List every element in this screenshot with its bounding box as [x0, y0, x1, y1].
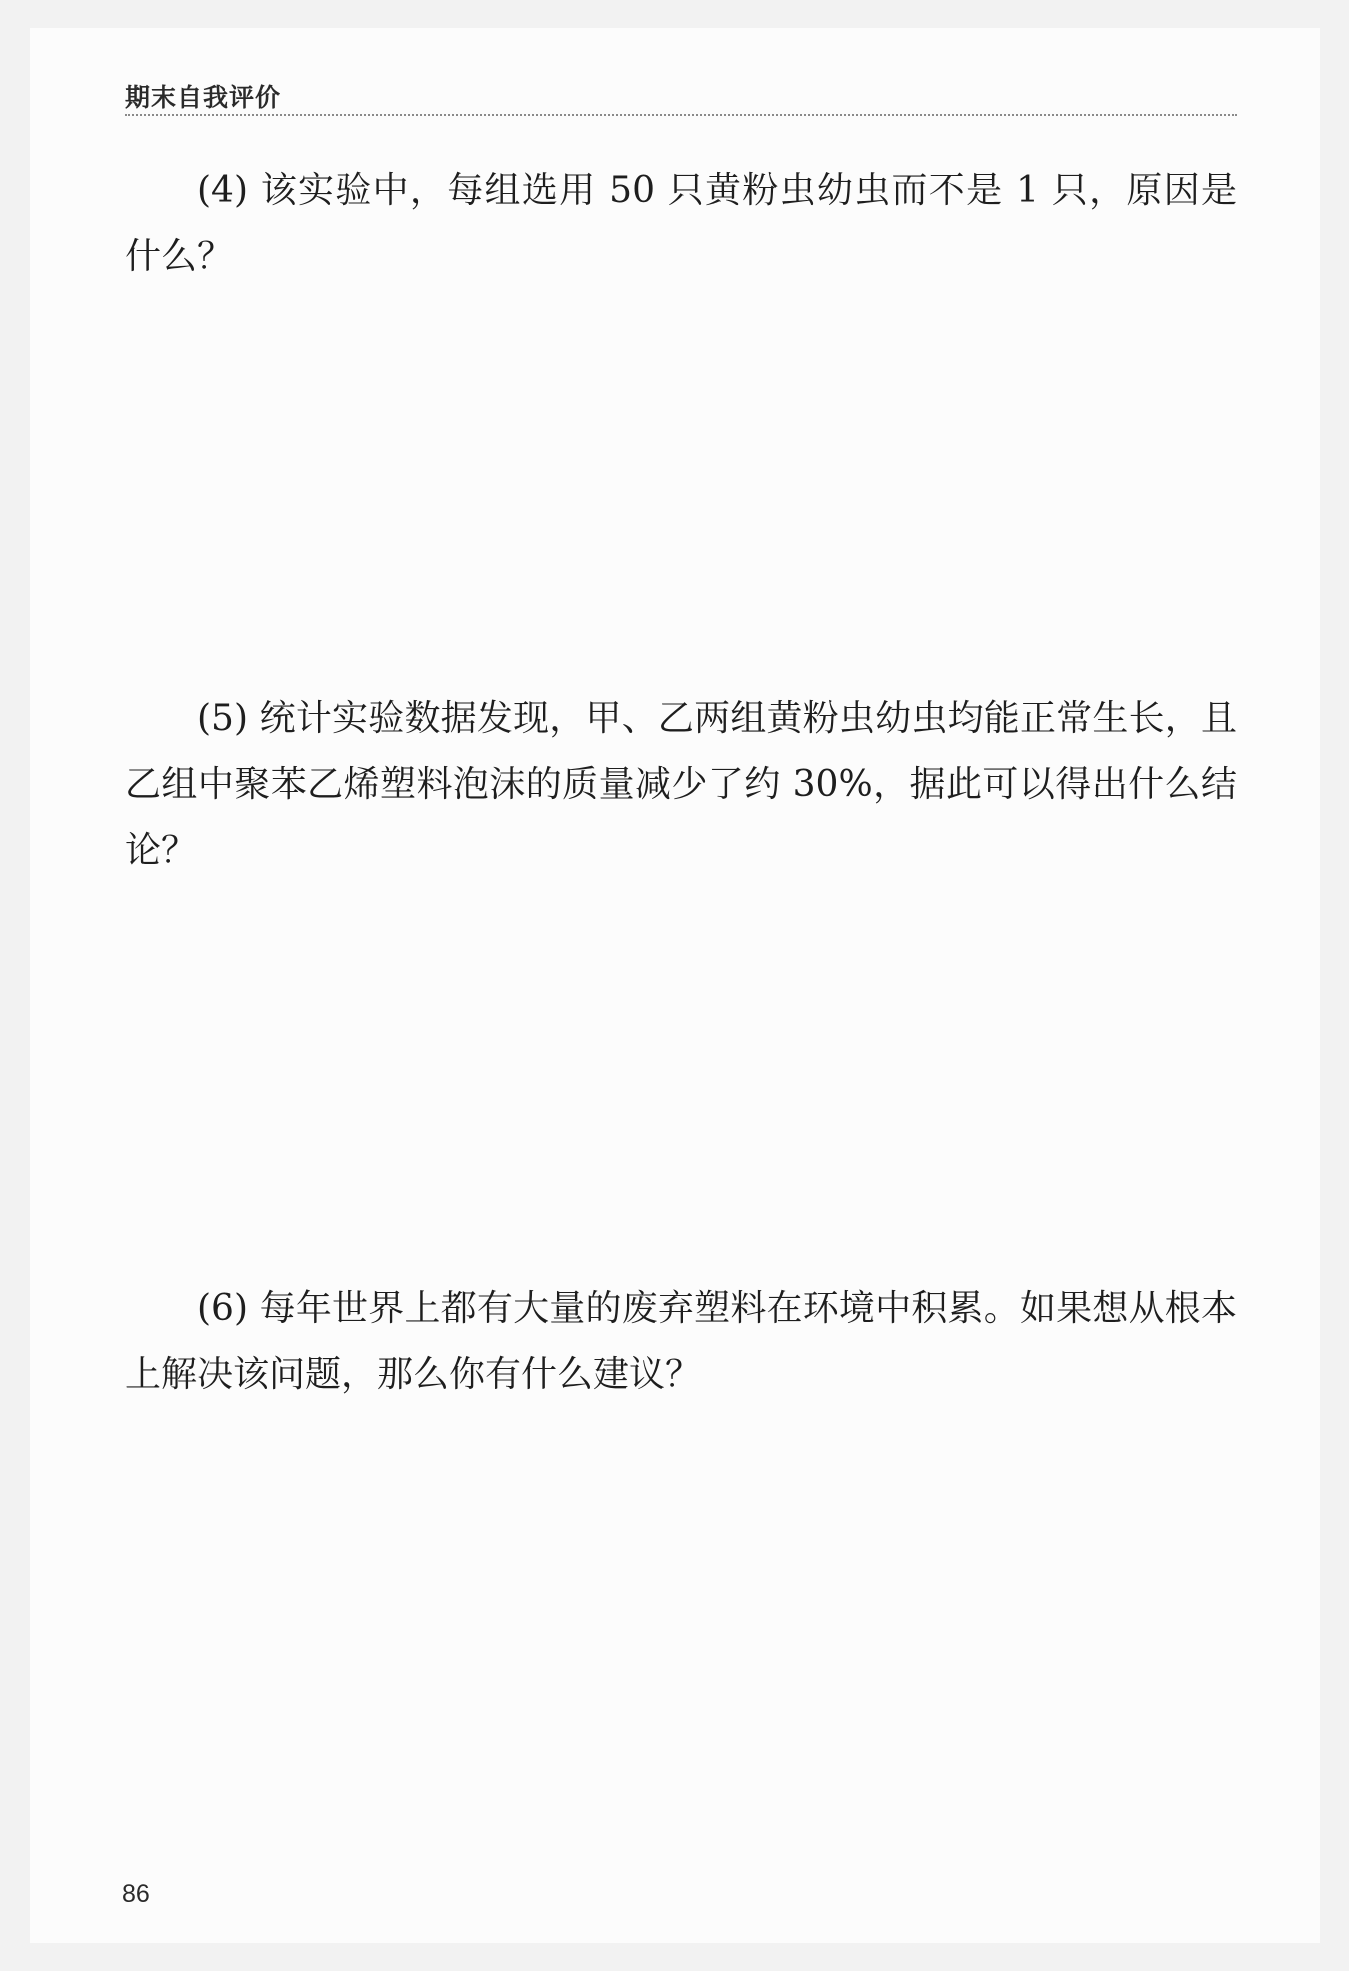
- question-4: (4) 该实验中，每组选用 50 只黄粉虫幼虫而不是 1 只，原因是什么？: [125, 170, 1237, 277]
- dotted-divider: [125, 114, 1237, 116]
- running-header: [125, 78, 1237, 118]
- page-sheet: [30, 28, 1320, 1943]
- question-5: (5) 统计实验数据发现，甲、乙两组黄粉虫幼虫均能正常生长，且乙组中聚苯乙烯塑料泡沫的质量减少了约 30%，据此可以得出什么结论？: [125, 698, 1237, 871]
- question-6: (6) 每年世界上都有大量的废弃塑料在环境中积累。如果想从根本上解决该问题，那么你有什么建议？: [125, 1288, 1237, 1395]
- page-number: 86: [122, 1880, 150, 1908]
- section-title: 期末自我评价: [125, 83, 282, 112]
